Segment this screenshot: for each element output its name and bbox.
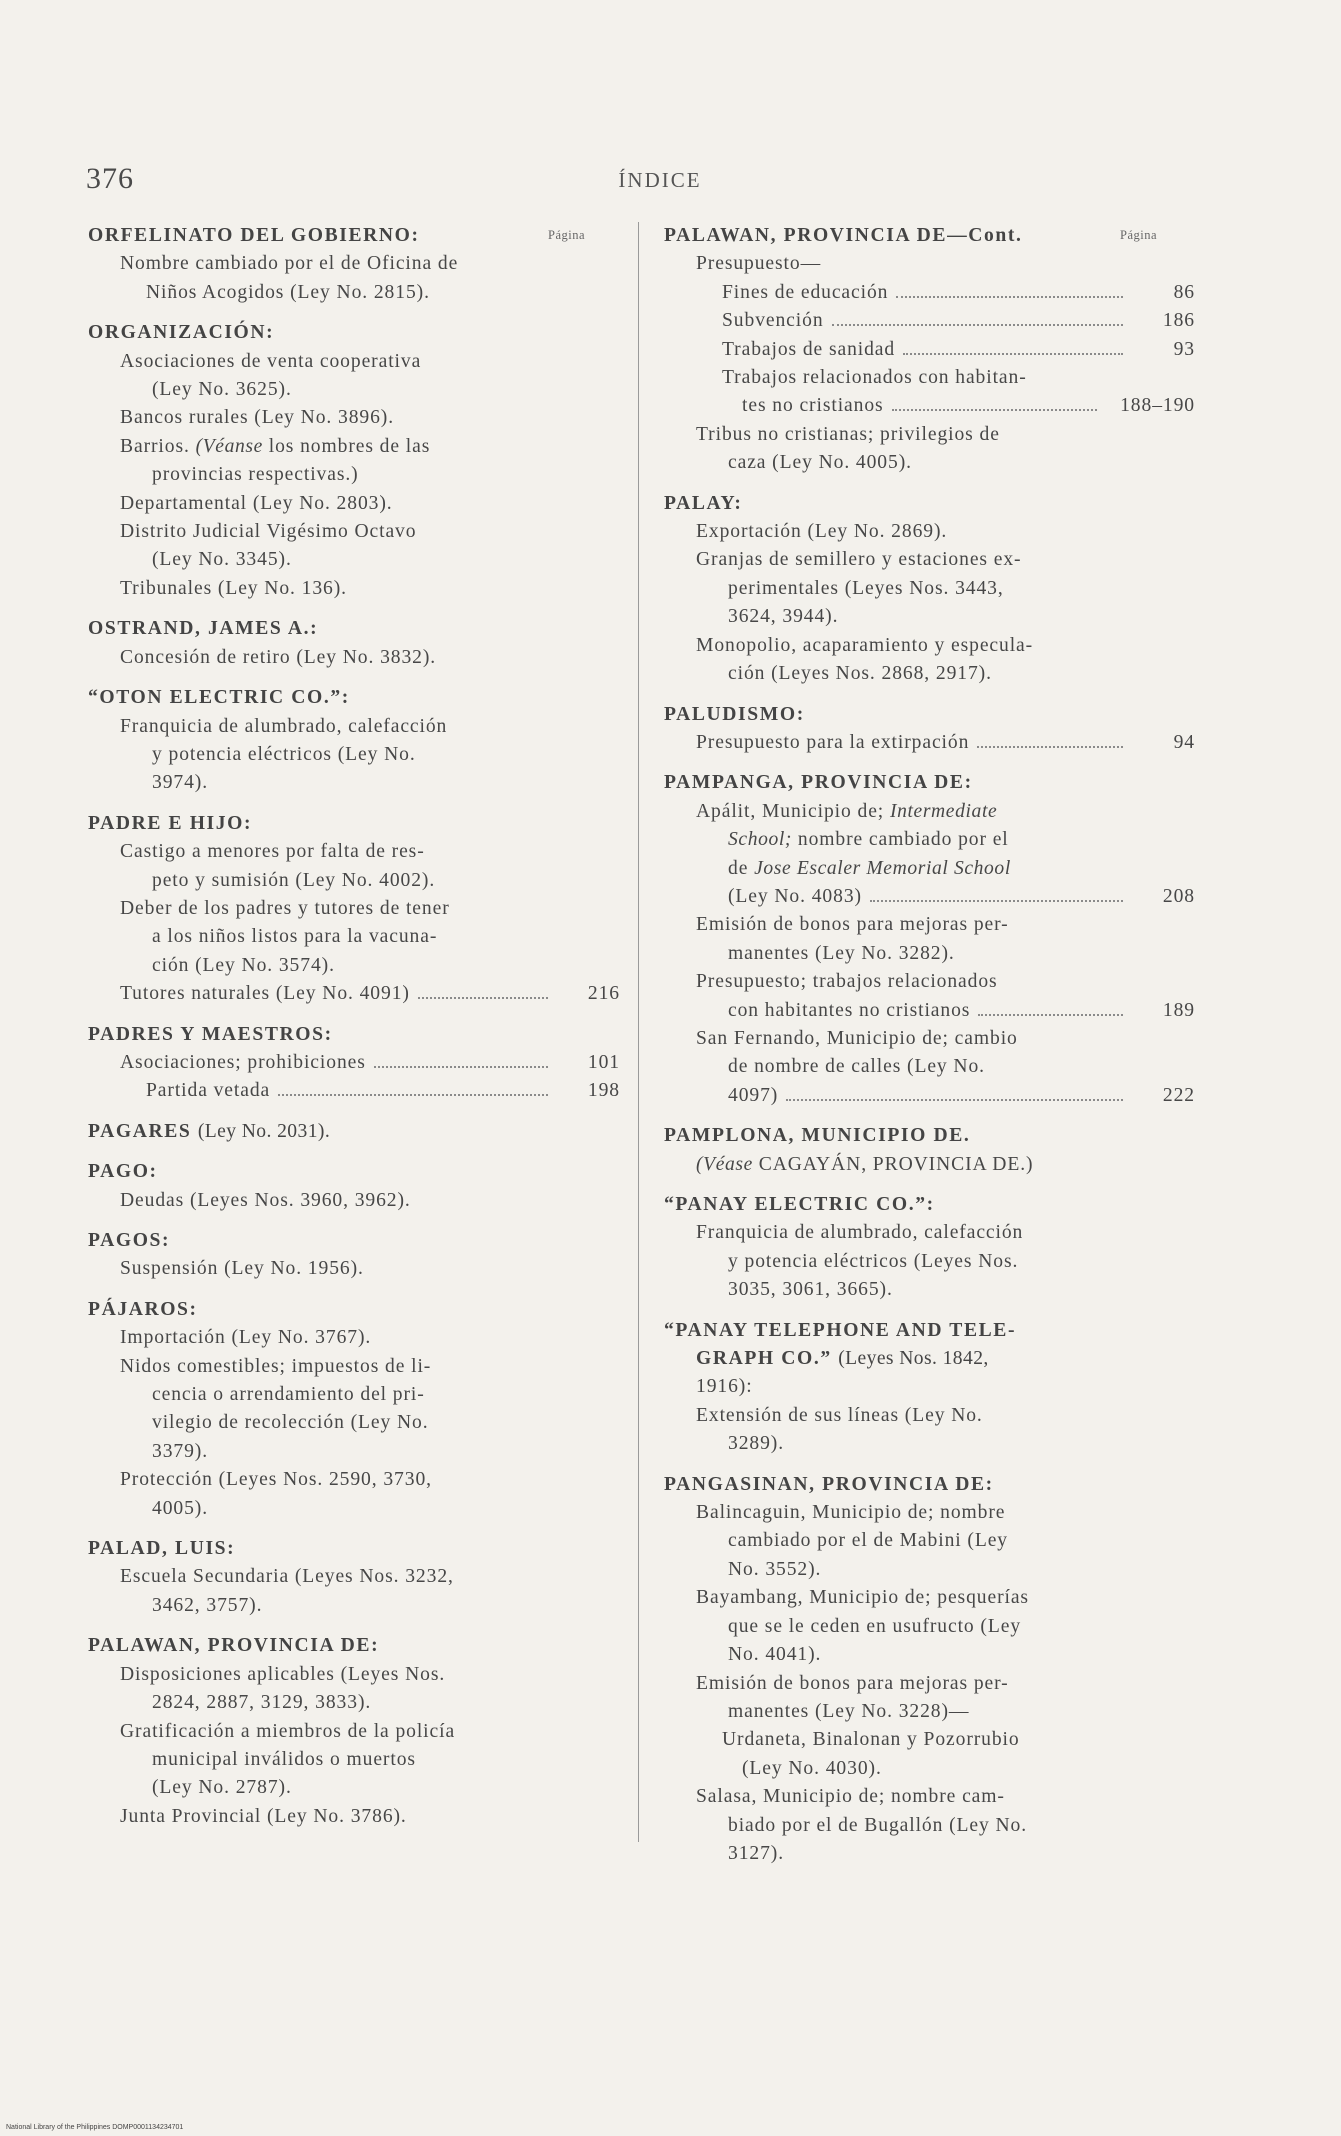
entry-line: 4005). (152, 1497, 209, 1519)
entry-line: Suspensión (Ley No. 1956). (120, 1258, 364, 1280)
entry-heading: PAGOS: (88, 1230, 171, 1251)
entry-line (664, 855, 1195, 883)
entry-line: Niños Acogidos (Ley No. 2815). (146, 281, 430, 303)
entry-line: Junta Provincial (Ley No. 3786). (120, 1805, 407, 1827)
entry-ostrand (88, 615, 620, 672)
entry-line: 1916): (696, 1376, 753, 1398)
entry-heading (664, 1345, 1195, 1373)
entry-palay (664, 490, 1195, 689)
leader-dots (903, 353, 1123, 355)
entry-line: Balincaguin, Municipio de; nombre (696, 1502, 1006, 1524)
entry-heading: PAMPANGA, PROVINCIA DE: (664, 772, 973, 794)
entry-line (88, 980, 620, 1008)
leader-dots (892, 409, 1097, 411)
entry-line: Monopolio, acaparamiento y especula- (696, 634, 1034, 656)
entry-heading: PÁJAROS: (88, 1298, 198, 1320)
leader-dots (978, 1014, 1123, 1016)
entry-heading: PADRE E HIJO: (88, 812, 253, 834)
entry-palawan-cont (664, 222, 1195, 478)
entry-line: Presupuesto; trabajos relacionados (696, 971, 998, 993)
entry-heading: ORGANIZACIÓN: (88, 322, 275, 344)
entry-heading: PAMPLONA, MUNICIPIO DE. (664, 1125, 971, 1147)
entry-line: Emisión de bonos para mejoras per- (696, 914, 1009, 936)
entry-line (664, 997, 1195, 1025)
entry-line: caza (Ley No. 4005). (728, 452, 912, 474)
page-header: ÍNDICE (618, 168, 702, 192)
entry-line: 3289). (728, 1433, 785, 1455)
entry-line: Deudas (Leyes Nos. 3960, 3962). (120, 1189, 411, 1211)
entry-oton (88, 684, 620, 798)
entry-line: Deber de los padres y tutores de tener (120, 897, 450, 919)
entry-line: municipal inválidos o muertos (152, 1748, 416, 1770)
entry-text: Presupuesto para la extirpación (696, 731, 970, 753)
entry-heading: PALAY: (664, 492, 743, 514)
entry-line: y potencia eléctricos (Leyes Nos. (728, 1250, 1019, 1272)
entry-heading (88, 1118, 620, 1146)
entry-line: Extensión de sus líneas (Ley No. (696, 1404, 983, 1426)
entry-line: Concesión de retiro (Ley No. 3832). (120, 646, 437, 668)
entry-italic: Jose Escaler Memorial School (754, 857, 1011, 879)
entry-line: 2824, 2887, 3129, 3833). (152, 1692, 372, 1714)
entry-text: Trabajos de sanidad (722, 338, 896, 360)
entry-line (664, 336, 1195, 364)
entry-line: Gratificación a miembros de la policía (120, 1720, 456, 1742)
entry-pagares (88, 1118, 620, 1146)
entry-pajaros (88, 1296, 620, 1523)
entry-line: perimentales (Leyes Nos. 3443, (728, 577, 1004, 599)
entry-line: Exportación (Ley No. 2869). (696, 521, 948, 543)
entry-line: biado por el de Bugallón (Ley No. (728, 1814, 1028, 1836)
entry-heading: PALUDISMO: (664, 703, 805, 725)
entry-text: los nombres de las (268, 435, 431, 457)
entry-heading: “OTON ELECTRIC CO.”: (88, 687, 350, 709)
entry-text: Tutores naturales (Ley No. 4091) (120, 983, 410, 1005)
entry-line: a los niños listos para la vacuna- (152, 926, 438, 948)
entry-line: 3462, 3757). (152, 1594, 263, 1616)
page-ref: 198 (587, 1080, 620, 1102)
entry-line: (Ley No. 2787). (152, 1777, 292, 1799)
entry-text: de (728, 857, 749, 879)
entry-text: Apálit, Municipio de; (696, 800, 885, 822)
entry-panay-electric (664, 1191, 1195, 1305)
entry-line: Tribus no cristianas; privilegios de (696, 423, 1000, 445)
entry-line: ción (Ley No. 3574). (152, 954, 335, 976)
entry-line (88, 1077, 620, 1105)
column-divider (638, 222, 639, 1842)
entry-palawan (88, 1632, 620, 1831)
entry-line: Castigo a menores por falta de res- (120, 841, 425, 863)
page-ref: 93 (1173, 338, 1195, 360)
entry-line (664, 279, 1195, 307)
entry-heading: PALAWAN, PROVINCIA DE: (88, 1635, 380, 1657)
entry-line: Escuela Secundaria (Leyes Nos. 3232, (120, 1566, 454, 1588)
entry-line: 3035, 3061, 3665). (728, 1279, 893, 1301)
entry-line: cambiado por el de Mabini (Ley (728, 1530, 1008, 1552)
entry-line: Presupuesto— (696, 253, 822, 275)
entry-text: con habitantes no cristianos (728, 999, 971, 1021)
entry-line (664, 1082, 1195, 1110)
leader-dots (977, 746, 1123, 748)
entry-line: (Ley No. 4030). (742, 1757, 882, 1779)
entry-line: Emisión de bonos para mejoras per- (696, 1672, 1009, 1694)
entry-line: ción (Leyes Nos. 2868, 2917). (728, 663, 992, 685)
entry-heading: “PANAY ELECTRIC CO.”: (664, 1194, 935, 1215)
page-ref: 101 (587, 1051, 620, 1073)
entry-text: nombre cambiado por el (797, 829, 1009, 851)
entry-line: y potencia eléctricos (Ley No. (152, 743, 416, 765)
leader-dots (870, 900, 1123, 902)
leader-dots (278, 1094, 548, 1096)
entry-line (664, 883, 1195, 911)
entry-pamplona (664, 1122, 1195, 1179)
entry-line: que se le ceden en usufructo (Ley (728, 1615, 1022, 1637)
entry-padre (88, 810, 620, 1009)
entry-pago (88, 1158, 620, 1215)
entry-italic: Intermediate (889, 800, 998, 822)
entry-organizacion (88, 319, 620, 603)
page-ref: 94 (1173, 731, 1195, 753)
leader-dots (418, 997, 548, 999)
entry-text: tes no cristianos (742, 395, 884, 417)
entry-line (88, 433, 620, 461)
entry-heading: ORFELINATO DEL GOBIERNO: (88, 225, 420, 246)
entry-orfelinato (88, 222, 620, 307)
entry-heading: PANGASINAN, PROVINCIA DE: (664, 1473, 994, 1495)
scan-footer: National Library of the Philippines DOMP0001134234701 (6, 2124, 184, 2131)
page-number: 376 (86, 162, 134, 195)
entry-heading: PADRES Y MAESTROS: (88, 1023, 333, 1045)
entry-heading: PAGO: (88, 1161, 158, 1183)
entry-line: Bancos rurales (Ley No. 3896). (120, 407, 395, 429)
entry-italic: (Véase (696, 1153, 753, 1175)
entry-line: Salasa, Municipio de; nombre cam- (696, 1786, 1005, 1808)
entry-heading: “PANAY TELEPHONE AND TELE- (664, 1319, 1017, 1341)
entry-line: de nombre de calles (Ley No. (728, 1056, 985, 1078)
entry-pangasinan (664, 1471, 1195, 1869)
entry-line: Distrito Judicial Vigésimo Octavo (120, 521, 417, 543)
entry-line: Franquicia de alumbrado, calefacción (696, 1222, 1024, 1244)
entry-text: Subvención (722, 310, 824, 332)
page-ref: 186 (1162, 310, 1195, 332)
entry-heading: PALAWAN, PROVINCIA DE—Cont. (664, 225, 1023, 246)
entry-line: Protección (Leyes Nos. 2590, 3730, (120, 1469, 432, 1491)
entry-line: peto y sumisión (Ley No. 4002). (152, 869, 436, 891)
entry-pampanga (664, 769, 1195, 1110)
entry-line: 3379). (152, 1440, 209, 1462)
entry-line (664, 392, 1195, 420)
entry-line: Urdaneta, Binalonan y Pozorrubio (722, 1729, 1020, 1751)
page-ref: 189 (1162, 999, 1195, 1021)
entry-line: 3127). (728, 1842, 785, 1864)
entry-line: Disposiciones aplicables (Leyes Nos. (120, 1663, 446, 1685)
entry-line: 3624, 3944). (728, 606, 839, 628)
entry-text: Fines de educación (722, 281, 889, 303)
entry-line: Tribunales (Ley No. 136). (120, 577, 347, 599)
entry-line: Importación (Ley No. 3767). (120, 1327, 372, 1349)
entry-line (664, 798, 1195, 826)
entry-italic: School; (728, 829, 793, 851)
entry-line: Nidos comestibles; impuestos de li- (120, 1355, 432, 1377)
entry-line: Franquicia de alumbrado, calefacción (120, 715, 448, 737)
entry-text: CAGAYÁN, PROVINCIA DE.) (758, 1153, 1034, 1175)
entry-line (88, 1049, 620, 1077)
leader-dots (832, 324, 1123, 326)
entry-line (664, 307, 1195, 335)
pagina-label-left: Página (548, 228, 586, 242)
page-ref: 188–190 (1120, 395, 1195, 417)
entry-line: Departamental (Ley No. 2803). (120, 492, 393, 514)
leader-dots (786, 1099, 1123, 1101)
entry-text: Barrios. (120, 435, 190, 457)
page-ref: 208 (1162, 885, 1195, 907)
entry-line: manentes (Ley No. 3282). (728, 942, 955, 964)
index-column-right (664, 222, 1195, 1868)
entry-text: Asociaciones; prohibiciones (120, 1051, 366, 1073)
entry-italic: (Véanse (195, 435, 263, 457)
index-column-left (88, 222, 620, 1831)
page-ref: 222 (1162, 1084, 1195, 1106)
entry-heading: PALAD, LUIS: (88, 1538, 236, 1560)
entry-line: 3974). (152, 772, 209, 794)
entry-text: (Ley No. 4083) (728, 885, 862, 907)
entry-line: manentes (Ley No. 3228)— (728, 1700, 970, 1722)
entry-line: provincias respectivas.) (152, 464, 359, 486)
heading-text: GRAPH CO.” (696, 1348, 832, 1370)
leader-dots (374, 1066, 548, 1068)
entry-pagos (88, 1227, 620, 1284)
entry-panay-telephone (664, 1317, 1195, 1459)
entry-line: (Ley No. 3345). (152, 549, 292, 571)
entry-line (664, 826, 1195, 854)
heading-text: PAGARES (88, 1120, 192, 1142)
page-ref: 86 (1173, 281, 1195, 303)
entry-line: cencia o arrendamiento del pri- (152, 1384, 425, 1406)
entry-line: (Ley No. 3625). (152, 379, 292, 401)
leader-dots (896, 296, 1123, 298)
entry-line: San Fernando, Municipio de; cambio (696, 1027, 1018, 1049)
entry-text: (Leyes Nos. 1842, (838, 1348, 989, 1370)
entry-line: No. 4041). (728, 1644, 822, 1666)
entry-text: 4097) (728, 1084, 779, 1106)
entry-line: Trabajos relacionados con habitan- (722, 367, 1027, 389)
entry-line: Asociaciones de venta cooperativa (120, 350, 422, 372)
page-ref: 216 (587, 983, 620, 1005)
entry-line (664, 729, 1195, 757)
entry-text: Partida vetada (146, 1080, 271, 1102)
entry-padres-maestros (88, 1021, 620, 1106)
entry-line: Bayambang, Municipio de; pesquerías (696, 1587, 1029, 1609)
entry-palad (88, 1535, 620, 1620)
entry-paludismo (664, 701, 1195, 758)
pagina-label-right: Página (1120, 228, 1158, 242)
entry-heading: OSTRAND, JAMES A.: (88, 618, 319, 640)
entry-line: Granjas de semillero y estaciones ex- (696, 549, 1022, 571)
entry-line (664, 1151, 1195, 1179)
entry-line: No. 3552). (728, 1558, 822, 1580)
entry-line: Nombre cambiado por el de Oficina de (120, 253, 459, 275)
entry-text: (Ley No. 2031). (197, 1120, 331, 1142)
entry-line: vilegio de recolección (Ley No. (152, 1412, 429, 1434)
